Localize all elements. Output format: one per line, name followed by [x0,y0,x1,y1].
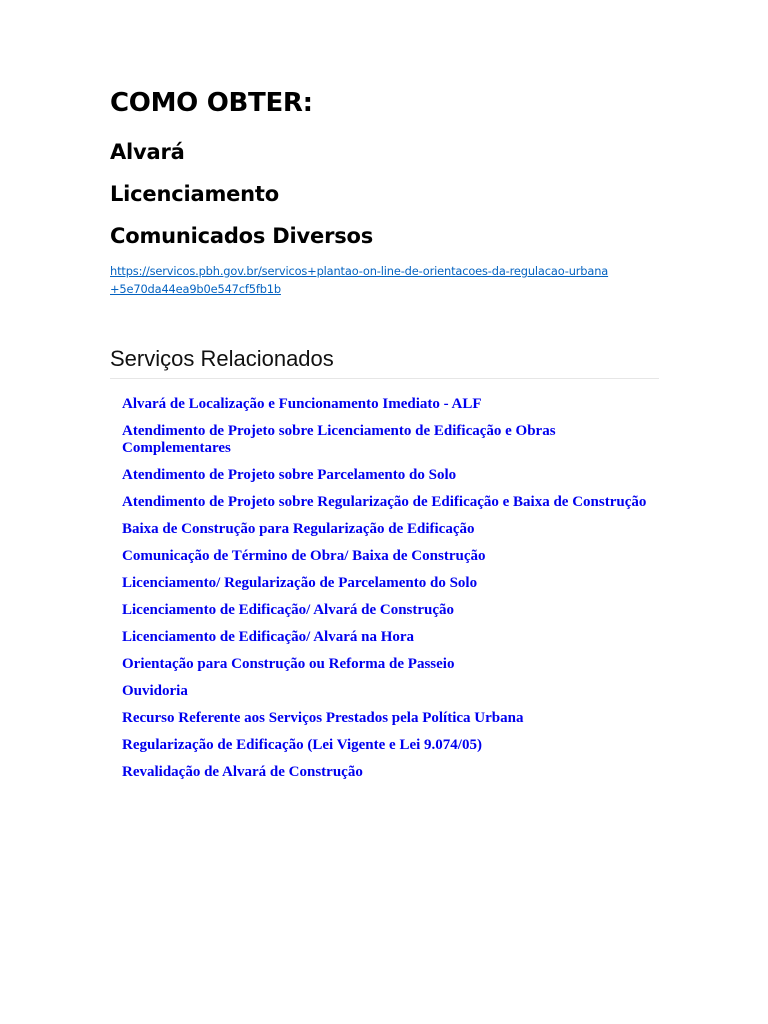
related-service-link[interactable]: Atendimento de Projeto sobre Licenciamento de Edificação e Obras Complementares [122,423,556,456]
related-service-link[interactable]: Orientação para Construção ou Reforma de Passeio [122,655,455,672]
related-service-link[interactable]: Alvará de Localização e Funcionamento Imediato - ALF [122,396,482,412]
related-services-list [122,396,662,791]
related-service-link[interactable]: Atendimento de Projeto sobre Regularização de Edificação e Baixa de Construção [122,493,647,510]
subheading-alvara: Alvará [110,140,185,164]
related-service-link[interactable]: Baixa de Construção para Regularização de Edificação [122,520,475,537]
related-service-link[interactable]: Comunicação de Término de Obra/ Baixa de Construção [122,547,486,564]
service-url-link[interactable]: https://servicos.pbh.gov.br/servicos+plantao-on-line-de-orientacoes-da-regulacao-urbana+5e70da44ea9b0e547cf5fb1b [110,264,609,296]
section-divider [110,378,659,379]
subheading-licenciamento: Licenciamento [110,182,279,206]
related-service-link[interactable]: Licenciamento/ Regularização de Parcelamento do Solo [122,574,478,591]
subheading-comunicados: Comunicados Diversos [110,224,374,248]
related-service-link[interactable]: Atendimento de Projeto sobre Parcelamento do Solo [122,466,457,483]
related-service-link[interactable]: Ouvidoria [122,682,188,699]
related-service-link[interactable]: Licenciamento de Edificação/ Alvará na Hora [122,628,415,645]
related-service-link[interactable]: Regularização de Edificação (Lei Vigente e Lei 9.074/05) [122,736,482,753]
page-title: COMO OBTER: [110,88,313,118]
related-service-link[interactable]: Licenciamento de Edificação/ Alvará de Construção [122,601,455,618]
related-services-title: Serviços Relacionados [110,346,334,371]
related-service-link[interactable]: Recurso Referente aos Serviços Prestados pela Política Urbana [122,709,524,726]
related-service-link[interactable]: Revalidação de Alvará de Construção [122,763,363,780]
